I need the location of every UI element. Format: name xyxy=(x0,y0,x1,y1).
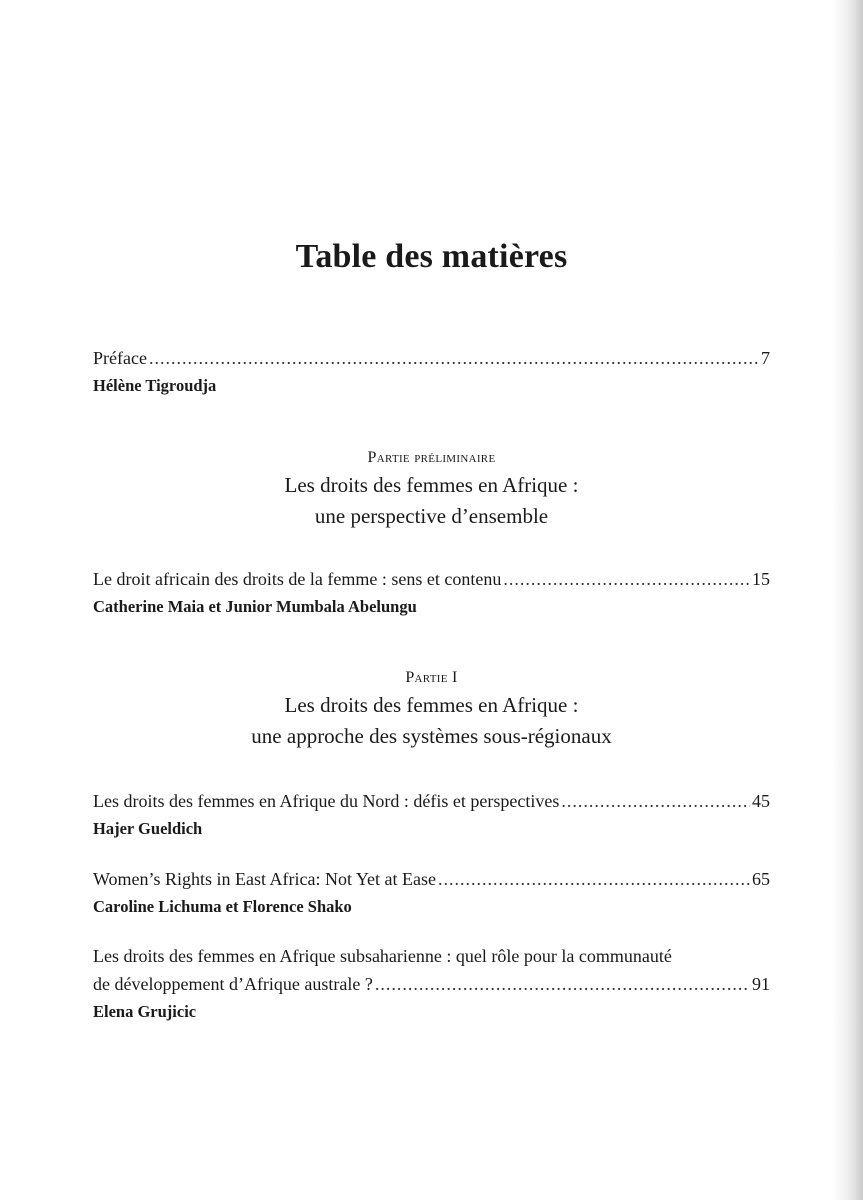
toc-entry-line xyxy=(93,565,770,593)
toc-entry-page: 15 xyxy=(752,569,770,589)
toc-entry-page: 91 xyxy=(752,974,770,994)
part-title-line: une approche des systèmes sous-régionaux xyxy=(251,724,612,748)
toc-entry xyxy=(93,787,770,841)
toc-entry-title: Le droit africain des droits de la femme : sens et contenu xyxy=(93,569,502,589)
toc-entry-preface xyxy=(93,344,770,398)
toc-entry-title-line: Les droits des femmes en Afrique subsaharienne : quel rôle pour la communauté xyxy=(93,946,672,966)
toc-entry-page: 65 xyxy=(752,869,770,889)
toc-entry-line xyxy=(93,865,770,893)
toc-entry-title: de développement d’Afrique australe ? xyxy=(93,974,373,994)
dot-leader xyxy=(149,344,759,372)
toc-entry xyxy=(93,865,770,919)
toc-entry-title: Les droits des femmes en Afrique du Nord : défis et perspectives xyxy=(93,791,560,811)
toc-entry-line xyxy=(93,344,770,372)
part-heading-preliminaire xyxy=(93,446,770,532)
dot-leader xyxy=(438,865,750,893)
toc-entry-line xyxy=(93,787,770,815)
toc-entry-author: Hajer Gueldich xyxy=(93,819,203,838)
toc-entry-author: Hélène Tigroudja xyxy=(93,376,217,395)
toc-entry-page: 7 xyxy=(761,348,770,368)
toc-entry xyxy=(93,565,770,619)
part-title-line: Les droits des femmes en Afrique : xyxy=(284,473,579,497)
page-edge-shadow xyxy=(833,0,863,1200)
part-title-line: Les droits des femmes en Afrique : xyxy=(284,693,579,717)
part-heading-partie-1 xyxy=(93,666,770,752)
toc-entry-author: Caroline Lichuma et Florence Shako xyxy=(93,897,352,916)
part-label: Partie I xyxy=(405,669,458,686)
toc-entry xyxy=(93,942,770,1024)
part-title-line: une perspective d’ensemble xyxy=(314,504,549,528)
dot-leader xyxy=(561,787,750,815)
toc-entry-title: Préface xyxy=(93,348,147,368)
toc-entry-line xyxy=(93,970,770,998)
toc-entry-title: Women’s Rights in East Africa: Not Yet at Ease xyxy=(93,869,437,889)
dot-leader xyxy=(375,970,750,998)
dot-leader xyxy=(503,565,750,593)
page-title: Table des matières xyxy=(295,238,568,275)
toc-entry-author: Elena Grujicic xyxy=(93,1002,197,1021)
toc-entry-page: 45 xyxy=(752,791,770,811)
toc-entry-author: Catherine Maia et Junior Mumbala Abelungu xyxy=(93,597,417,616)
part-label: Partie préliminaire xyxy=(367,449,496,466)
